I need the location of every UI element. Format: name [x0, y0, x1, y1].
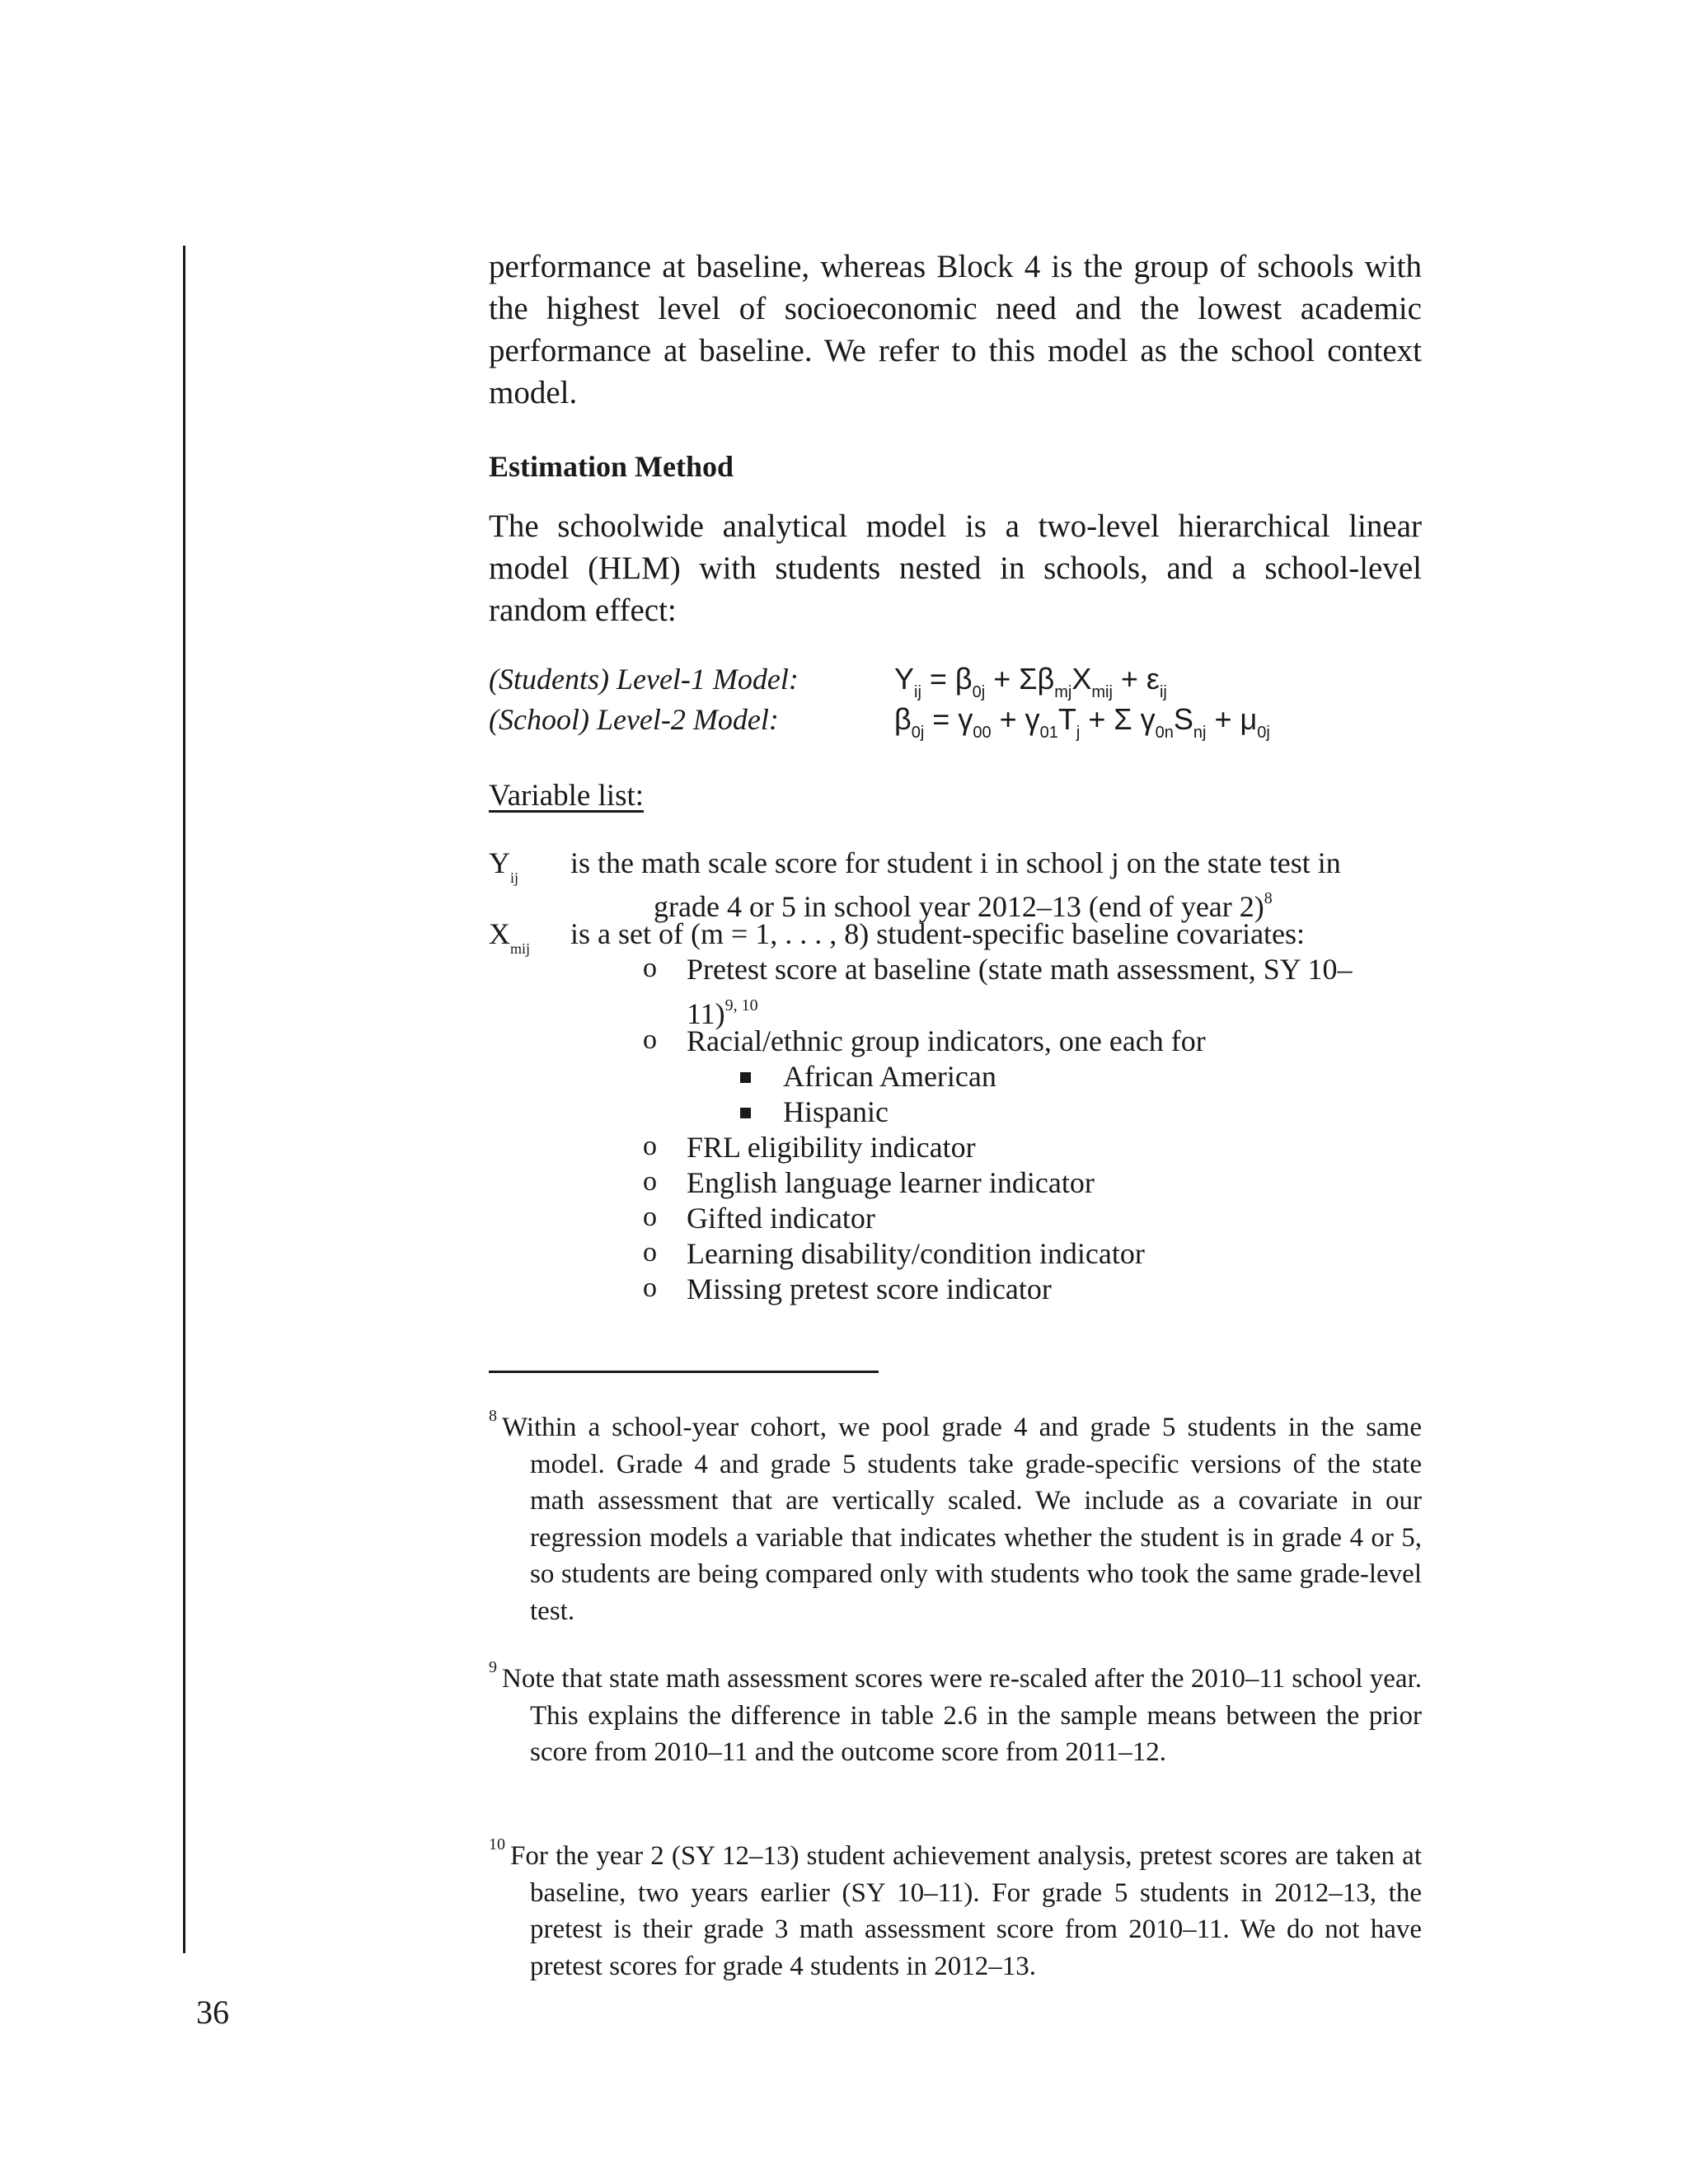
footnote-10 [489, 1826, 1422, 1985]
level2-model-label: (School) Level-2 Model: [489, 703, 779, 736]
footnote-number: 8 [489, 1407, 497, 1425]
bullet-marker: o [643, 1272, 657, 1303]
bullet-marker: o [643, 1131, 657, 1161]
bullet-marker: o [643, 1202, 657, 1232]
covariate-pretest-line1: Pretest score at baseline (state math assessment, SY 10– [687, 953, 1353, 986]
covariate-pretest-line2: 11)$^{9, 10}$ [687, 996, 758, 1030]
covariate-race-ethnicity: Racial/ethnic group indicators, one each for [687, 1024, 1206, 1057]
footnote-9 [489, 1649, 1422, 1771]
paragraph-school-context: performance at baseline, whereas Block 4 is the group of schools with the highest level of socioeconomic need and the lowest academic performance at baseline. We refer to this model as the school context model. [489, 249, 1422, 410]
covariate-hispanic: Hispanic [783, 1095, 889, 1128]
level1-model-label: (Students) Level-1 Model: [489, 663, 799, 696]
footnote-9-text: Note that state math assessment scores were re-scaled after the 2010–11 school year. This explains the difference in table 2.6 in the sample means between the prior score from 2010–11 and the outcome score from 2011–12. [502, 1664, 1422, 1767]
footnote-10-text: For the year 2 (SY 12–13) student achievement analysis, pretest scores are taken at baseline, two years earlier (SY 10–11). For grade 5 students in 2012–13, the pretest is their grade 3 math assessment score from 2010–11. We do not have pretest scores for grade 4 students in 2012–13. [510, 1841, 1422, 1981]
variable-y-symbol: $Y_{ij}$ [489, 846, 519, 886]
bullet-marker: o [643, 953, 657, 983]
level1-model-row [489, 662, 1422, 703]
variable-x-description: is a set of (m = 1, . . . , 8) student-specific baseline covariates: [570, 917, 1306, 950]
square-bullet-icon [740, 1108, 751, 1118]
footnote-divider [489, 1371, 879, 1373]
section-heading-estimation-method: Estimation Method [489, 450, 734, 483]
footnote-8 [489, 1398, 1422, 1629]
footnote-8-text: Within a school-year cohort, we pool grade 4 and grade 5 students in the same model. Grade 4 and grade 5 students take grade-specific versions of the state math assessment that are vertically scaled. We include as a covariate in our regression models a variable that indicates whether the student is in grade 4 or 5, so students are being compared only with students who took the same grade-level test. [502, 1413, 1422, 1626]
bullet-marker: o [643, 1166, 657, 1197]
footnote-ref-9-10: 9, 10 [724, 996, 758, 1015]
covariate-learning-disability: Learning disability/condition indicator [687, 1237, 1145, 1270]
paragraph-hlm-description: The schoolwide analytical model is a two-level hierarchical linear model (HLM) with students nested in schools, and a school-level random effect: [489, 509, 1422, 628]
footnote-ref-8: 8 [1264, 889, 1273, 907]
variable-list-title: Variable list: [489, 779, 645, 813]
covariate-african-american: African American [783, 1060, 996, 1093]
level1-equation: $Y_{ij} = \beta_{0j} + \Sigma\beta_{mj}X_{mij} + \varepsilon_{ij}$ [894, 662, 1167, 701]
covariate-ell: English language learner indicator [687, 1166, 1095, 1199]
bullet-marker: o [643, 1024, 657, 1055]
footnote-number: 9 [489, 1658, 497, 1676]
variable-x-symbol: $X_{mij}$ [489, 917, 531, 957]
level2-model-row [489, 702, 1422, 743]
level2-equation: $\beta_{0j} = \gamma_{00} + \gamma_{01}T_j + \Sigma$ $\gamma_{0n}S_{nj} + \mu_{0j}$ [894, 702, 1270, 742]
margin-rule [183, 246, 185, 1953]
page-number: 36 [196, 1994, 229, 2031]
footnote-number: 10 [489, 1835, 505, 1854]
covariate-gifted: Gifted indicator [687, 1202, 875, 1235]
variable-y-description-line1: is the math scale score for student i in school j on the state test in [570, 846, 1341, 879]
bullet-marker: o [643, 1237, 657, 1268]
variable-y-description-line2: grade 4 or 5 in school year 2012–13 (end of year 2)$^8$ [654, 889, 1273, 923]
square-bullet-icon [740, 1072, 751, 1083]
covariate-missing-pretest: Missing pretest score indicator [687, 1272, 1052, 1305]
covariate-frl: FRL eligibility indicator [687, 1131, 976, 1164]
